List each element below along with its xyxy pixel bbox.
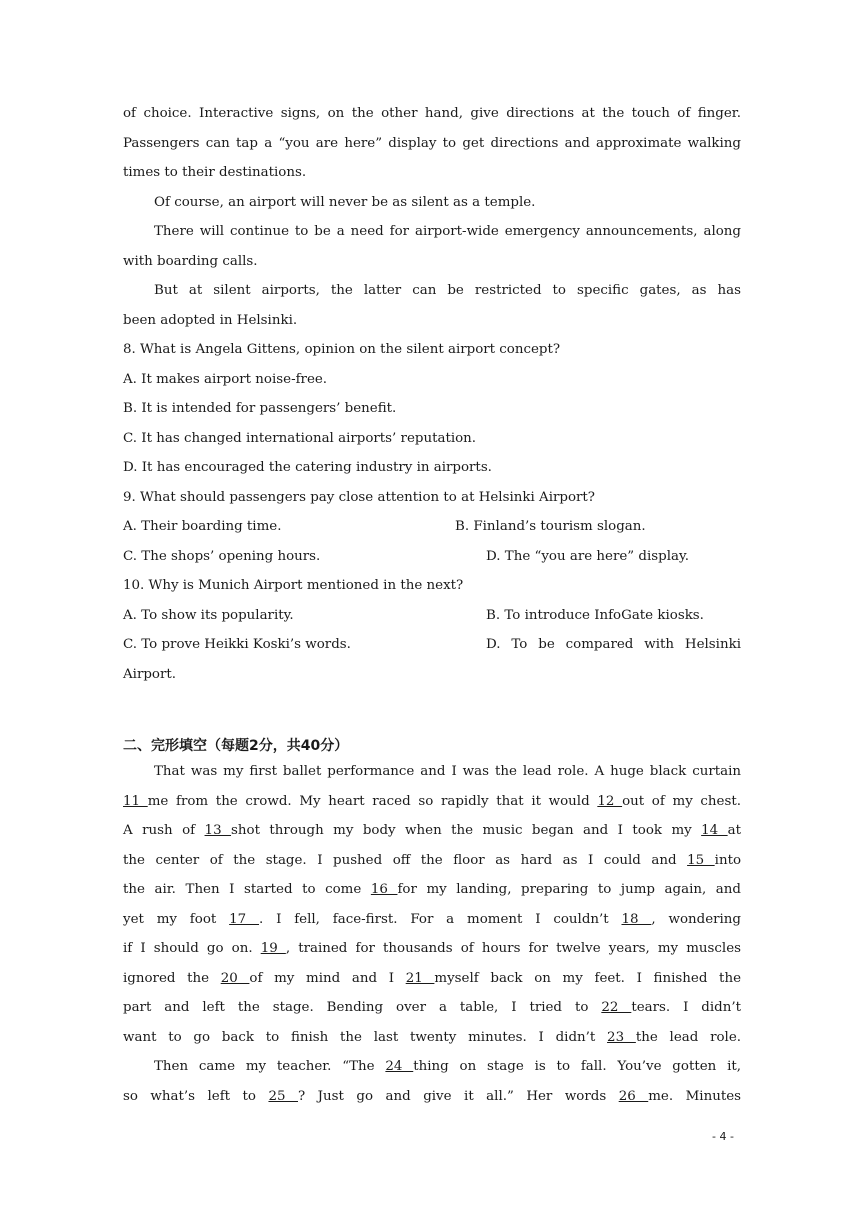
cloze-text: the lead role.	[635, 1030, 742, 1045]
passage-line: There will continue to be a need for airport-wide emergency announcements, along	[154, 224, 741, 239]
cloze-line	[154, 1057, 741, 1077]
cloze-text: for my landing, preparing to jump again, and	[397, 882, 741, 897]
question-9-option-b: B. Finland’s tourism slogan.	[455, 519, 646, 534]
blank-20[interactable]: 20	[220, 971, 250, 986]
cloze-text: of my mind and I	[249, 971, 406, 986]
section-heading: 二、完形填空（每题2分，共40分）	[123, 738, 349, 754]
question-10-option-c: C. To prove Heikki Koski’s words.	[123, 637, 351, 652]
passage-line: Passengers can tap a “you are here” display to get directions and approximate walking	[123, 136, 741, 151]
passage-line: Of course, an airport will never be as silent as a temple.	[154, 195, 536, 210]
blank-22[interactable]: 22	[601, 1000, 632, 1015]
blank-25[interactable]: 25	[268, 1089, 298, 1104]
cloze-text: , trained for thousands of hours for twelve years, my muscles	[285, 941, 741, 956]
question-10-option-d: D. To be compared with Helsinki	[486, 637, 741, 652]
cloze-text: yet my foot	[123, 912, 230, 927]
blank-12[interactable]: 12	[597, 794, 623, 809]
cloze-text: the center of the stage. I pushed off the floor as hard as I could and	[123, 853, 688, 868]
cloze-line	[123, 880, 741, 900]
question-10-stem: 10. Why is Munich Airport mentioned in the next?	[123, 578, 464, 593]
cloze-text: into	[714, 853, 742, 868]
question-10-option-d-cont: Airport.	[123, 667, 177, 682]
cloze-text: me from the crowd. My heart raced so rapidly that it would	[147, 794, 598, 809]
cloze-text: want to go back to finish the last twenty minutes. I didn’t	[123, 1030, 608, 1045]
cloze-text: tears. I didn’t	[631, 1000, 741, 1015]
cloze-text: if I should go on.	[123, 941, 261, 956]
cloze-text: ignored the	[123, 971, 221, 986]
cloze-text: so what’s left to	[123, 1089, 269, 1104]
cloze-text: . I fell, face-first. For a moment I couldn’t	[259, 912, 622, 927]
question-9-stem: 9. What should passengers pay close attention to at Helsinki Airport?	[123, 490, 595, 505]
cloze-text: me. Minutes	[648, 1089, 742, 1104]
cloze-text: myself back on my feet. I finished the	[434, 971, 741, 986]
question-10-option-a: A. To show its popularity.	[123, 608, 294, 623]
blank-13[interactable]: 13	[204, 823, 232, 838]
passage-line: of choice. Interactive signs, on the other hand, give directions at the touch of finger.	[123, 106, 741, 121]
cloze-text: ? Just go and give it all.” Her words	[298, 1089, 619, 1104]
blank-19[interactable]: 19	[260, 941, 286, 956]
blank-15[interactable]: 15	[687, 853, 715, 868]
cloze-text: A rush of	[123, 823, 205, 838]
blank-26[interactable]: 26	[618, 1089, 649, 1104]
passage-line: But at silent airports, the latter can be restricted to specific gates, as has	[154, 283, 741, 298]
passage-line: been adopted in Helsinki.	[123, 313, 298, 328]
cloze-text: Then came my teacher. “The	[154, 1059, 386, 1074]
cloze-text: at	[727, 823, 742, 838]
cloze-line	[123, 939, 741, 959]
blank-16[interactable]: 16	[370, 882, 398, 897]
question-8-option-b: B. It is intended for passengers’ benefit.	[123, 401, 397, 416]
cloze-text: thing on stage is to fall. You’ve gotten it,	[413, 1059, 741, 1074]
blank-18[interactable]: 18	[621, 912, 652, 927]
question-9-option-c: C. The shops’ opening hours.	[123, 549, 321, 564]
blank-14[interactable]: 14	[701, 823, 728, 838]
cloze-text: the air. Then I started to come	[123, 882, 371, 897]
question-8-stem: 8. What is Angela Gittens, opinion on the silent airport concept?	[123, 342, 561, 357]
question-10-option-b: B. To introduce InfoGate kiosks.	[486, 608, 704, 623]
question-9-option-a: A. Their boarding time.	[123, 519, 282, 534]
blank-21[interactable]: 21	[405, 971, 435, 986]
cloze-line	[123, 851, 741, 871]
blank-17[interactable]: 17	[229, 912, 259, 927]
blank-11[interactable]: 11	[123, 794, 148, 809]
cloze-line	[123, 821, 741, 841]
cloze-text: , wondering	[651, 912, 742, 927]
question-9-option-d: D. The “you are here” display.	[486, 549, 690, 564]
cloze-line: That was my first ballet performance and I was the lead role. A huge black curtain	[154, 764, 741, 779]
question-8-option-a: A. It makes airport noise-free.	[123, 372, 328, 387]
passage-line: times to their destinations.	[123, 165, 307, 180]
cloze-line	[123, 910, 741, 930]
cloze-text: out of my chest.	[622, 794, 741, 809]
cloze-line	[123, 1087, 741, 1107]
cloze-line	[123, 969, 741, 989]
cloze-text: shot through my body when the music began and I took my	[231, 823, 702, 838]
question-8-option-c: C. It has changed international airports’ reputation.	[123, 431, 477, 446]
cloze-text: part and left the stage. Bending over a table, I tried to	[123, 1000, 602, 1015]
cloze-line	[123, 792, 741, 812]
blank-24[interactable]: 24	[385, 1059, 414, 1074]
cloze-line	[123, 1028, 741, 1048]
passage-line: with boarding calls.	[123, 254, 258, 269]
question-8-option-d: D. It has encouraged the catering industry in airports.	[123, 460, 492, 475]
cloze-line	[123, 998, 741, 1018]
blank-23[interactable]: 23	[607, 1030, 636, 1045]
page-number: - 4 -	[712, 1130, 734, 1143]
